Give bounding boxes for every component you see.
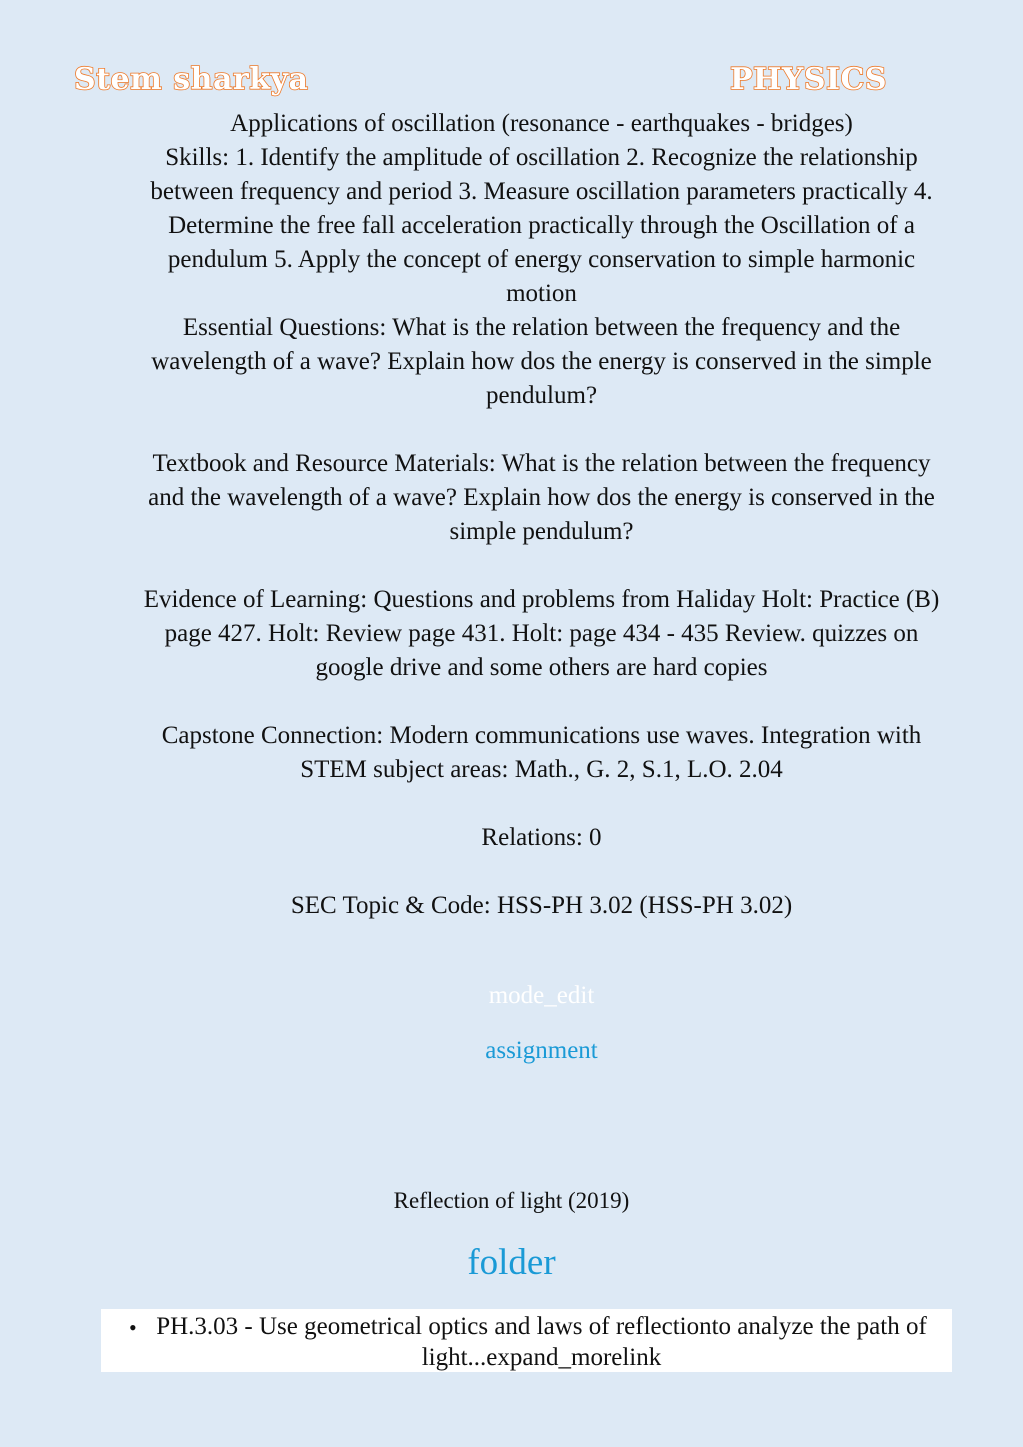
- capstone-connection-text: Capstone Connection: Modern communications use waves. Integration with STEM subject areas: Math., G. 2, S.1, L.O. 2.04: [161, 722, 922, 783]
- bullet-icon: •: [129, 1315, 137, 1340]
- evidence-of-learning-text: Evidence of Learning: Questions and problems from Haliday Holt: Practice (B) page 427. Holt: Review page 431. Holt: page 434 - 435 Review. quizzes on google drive and some others are hard copies: [143, 586, 940, 681]
- sec-topic-code-text: SEC Topic & Code: HSS-PH 3.02 (HSS-PH 3.02): [290, 892, 793, 919]
- standard-text: PH.3.03 - Use geometrical optics and laws of reflectionto analyze the path of light...expand_morelink: [156, 1313, 927, 1371]
- standards-list: [101, 1309, 952, 1373]
- skills-text: Skills: 1. Identify the amplitude of oscillation 2. Recognize the relationship between frequency and period 3. Measure oscillation parameters practically 4. Determine the free fall acceleration practically through the Oscillation of a pendulum 5. Apply the concept of energy conservation to simple harmonic motion: [150, 144, 933, 307]
- textbook-materials-text: Textbook and Resource Materials: What is the relation between the frequency and the wavelength of a wave? Explain how dos the energy is conserved in the simple pendulum?: [148, 450, 935, 545]
- topic-details: [140, 107, 943, 923]
- brand-title: Stem sharkya: [74, 62, 309, 97]
- standards-list-box: [101, 1309, 952, 1372]
- edit-icon[interactable]: mode_edit: [488, 982, 595, 1009]
- list-item[interactable]: [101, 1309, 952, 1373]
- subject-title: PHYSICS: [730, 62, 888, 97]
- relations-text: Relations: 0: [481, 824, 602, 851]
- assignment-icon[interactable]: assignment: [485, 1037, 598, 1064]
- essential-questions-text: Essential Questions: What is the relation between the frequency and the wavelength of a wave? Explain how dos the energy is conserved in the simple pendulum?: [151, 314, 932, 409]
- next-topic-title[interactable]: Reflection of light (2019): [393, 1188, 630, 1213]
- folder-icon[interactable]: folder: [467, 1242, 556, 1283]
- applications-text: Applications of oscillation (resonance - earthquakes - bridges): [230, 110, 853, 137]
